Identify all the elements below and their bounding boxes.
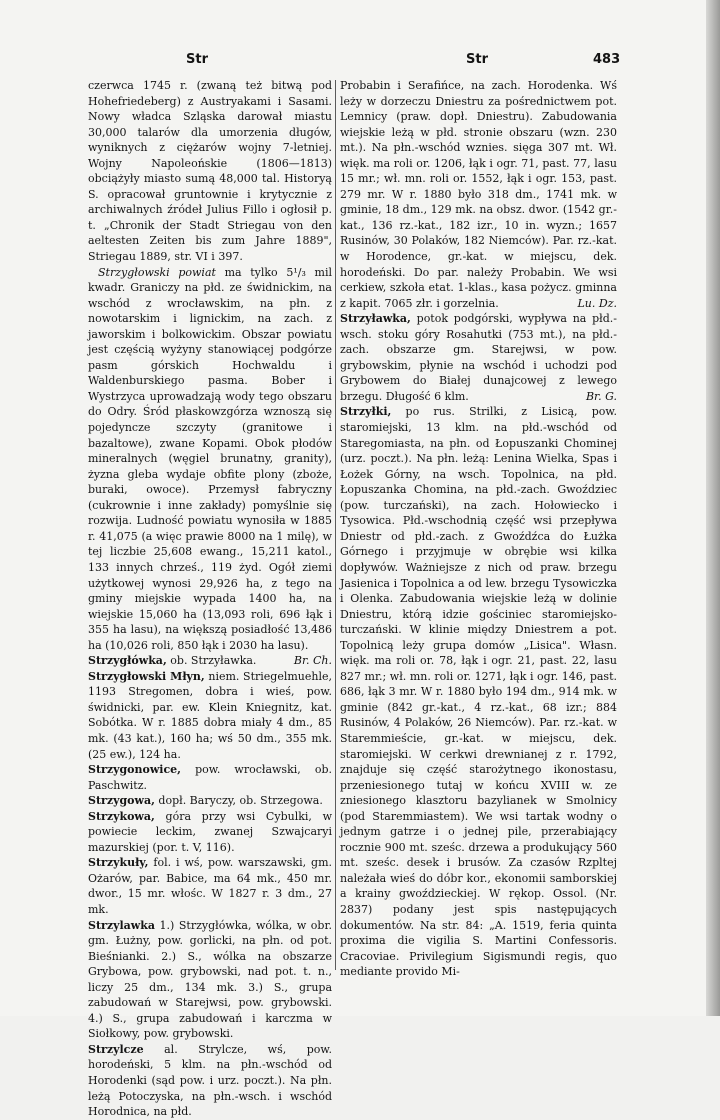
dictionary-entry	[88, 918, 332, 1042]
dictionary-entry	[88, 762, 332, 793]
entry-text: potok podgórski, wypływa na płd.-wsch. stoku góry Rosahutki (753 mt.), na płd.-zach. obszarze gm. Starejwsi, w pow. grybowskim, płynie na wschód i uchodzi pod Grybowem do Białej dunajcowej z lewego brzegu. Długość 6 klm.	[340, 312, 617, 403]
author-signature: Br. Ch.	[293, 654, 332, 668]
dictionary-entry	[88, 855, 332, 917]
entry-headword: Strzygowa,	[88, 794, 155, 808]
left-running-head: Str	[186, 52, 208, 67]
running-header	[0, 52, 720, 74]
entry-text: dopł. Baryczy, ob. Strzegowa.	[154, 794, 323, 808]
dictionary-entry	[88, 809, 332, 856]
entry-text: ob. Strzyławka.	[166, 654, 257, 668]
right-text-column	[340, 78, 617, 978]
right-running-head: Str	[466, 52, 488, 67]
entry-headword: Strzygonowice,	[88, 763, 181, 777]
entry-headword: Strzyłki,	[340, 405, 392, 419]
left-text-column	[88, 78, 332, 1119]
author-signature: Lu. Dz.	[577, 296, 617, 310]
entry-headword: Strzykowa,	[88, 809, 155, 823]
entry-text: ma tylko 5¹/₃ mil kwadr. Graniczy na płd. ze świdnickim, na wschód z wrocławskim, na płn. z nowotarskim i lignickim, na zach. z jaworskim i bolkowickim. Obszar powiatu jest częścią wyżyny stanowiącej podgórze pasm górskich Hochwaldu i Waldenburskiego pasma. Bober i Wystrzyca uprowadzają wody tego obszaru do Odry. Śród płaskowzgórza wznoszą się pojedyncze szczyty (granitowe i bazaltowe), zwane Kopami. Obok płodów mineralnych (węgiel brunatny, granity), żyzna gleba wydaje obfite plony (zboże, buraki, owoce). Przemysł fabryczny (cukrownie i inne zakłady) pomyślnie się rozwija. Ludność powiatu wynosiła w 1885 r. 41,075 (a więc prawie 8000 na 1 milę), w tej liczbie 25,608 ewang., 15,211 katol., 133 innych chrześ., 119 żyd. Ogół ziemi użytkowej wynosi 29,926 ha, z tego na gminy miejskie wypada 1400 ha, na wiejskie 15,060 ha (13,093 roli, 696 łąk i 355 ha lasu), na większą posiadłość 13,486 ha (10,026 roli, 850 łąk i 2030 ha lasu).	[88, 265, 332, 652]
entry-text: fol. i wś, pow. warszawski, gm. Ożarów, par. Babice, ma 64 mk., 450 mr. dwor., 15 mr. włośc. W 1827 r. 3 dm., 27 mk.	[88, 856, 332, 916]
dictionary-entry	[340, 404, 617, 979]
entry-headword: Strzykuły,	[88, 856, 149, 870]
entry-text: góra przy wsi Cybulki, w powiecie leckim, zwanej Szwajcaryi mazurskiej (por. t. V, 116).	[88, 809, 332, 854]
entry-text: po rus. Strilki, z Lisicą, pow. staromiejski, 13 klm. na płd.-wschód od Staregomiasta, na płn. od Łopuszanki Chominej (urz. poczt.). Na płn. leżą: Lenina Wielka, Spas i Łożek Górny, na wsch. Topolnica, na płd. Łopuszanka Chomina, na płd.-zach. Gwoździec (pow. turczański), na zach. Hołowiecko i Tysowica. Płd.-wschodnią część wsi przepływa Dniestr od płd.-zach. z Gwoźdźca do Łużka Górnego i przyjmuje w obrębie wsi kilka dopływów. Ważniejsze z nich od praw. brzegu Jasienica i Topolnica a od lew. brzegu Tysowiczka i Olenka. Zabudowania wiejskie leżą w dolinie Dniestru, którą idzie gościniec staromiejsko-turczański. W klinie między Dniestrem a pot. Topolnicą leży grupa domów „Lisica". Własn. więk. ma roli or. 78, łąk i ogr. 21, past. 22, lasu 827 mr.; wł. mn. roli or. 1271, łąk i ogr. 146, past. 686, łąk 3 mr. W r. 1880 było 194 dm., 914 mk. w gminie (842 gr.-kat., 4 rz.-kat., 68 izr.; 884 Rusinów, 4 Polaków, 26 Niemców). Par. rz.-kat. w Staremmieście, gr.-kat. w miejscu, dek. staromiejski. W cerkwi drewnianej z r. 1792, znajduje się część starożytnego ikonostasu, przeniesionego tutaj w końcu XVIII w. ze zniesionego klasztoru bazylianek w Smolnicy (pod Staremmiastem). We wsi tartak wodny o jednym gatrze i o jednej pile, przerabiający rocznie 900 mt. sześc. drzewa a produkujący 560 mt. sześc. desek i brusów. Za czasów Rzpltej należała wieś do dóbr kor., ekonomii samborskiej a krainy gwoździeckiej. W rękop. Ossol. (Nr. 2837) podany jest spis następujących dokumentów. Na str. 84: „A. 1519, feria quinta proxima die vigilia S. Martini Confessoris. Cracoviae. Privilegium Sigismundi regis, quo mediante provido Mi-	[340, 405, 617, 979]
page-number: 483	[593, 52, 621, 67]
entry-text: niem. Striegelmuehle, 1193 Stregomen, dobra i wieś, pow. świdnicki, par. ew. Klein Kniegnitz, kat. Sobótka. W r. 1885 dobra miały 4 dm., 85 mk. (43 kat.), 160 ha; wś 50 dm., 355 mk. (25 ew.), 124 ha.	[88, 669, 332, 761]
page-edge-shadow	[706, 0, 720, 1016]
dictionary-entry	[340, 78, 617, 311]
dictionary-entry	[88, 793, 332, 809]
entry-headword: Strzyławka,	[340, 312, 411, 326]
entry-headword: Strzylcze	[88, 1042, 144, 1056]
entry-text: 1.) Strzygłówka, wólka, w obr. gm. Łużny, pow. gorlicki, na płn. od pot. Bieśnianki. 2.) S., wólka na obszarze Grybowa, pow. grybowski, nad pot. t. n., liczy 25 dm., 134 mk. 3.) S., grupa zabudowań w Starejwsi, pow. grybowski. 4.) S., grupa zabudowań i karczma w Siołkowy, pow. grybowski.	[88, 918, 332, 1041]
dictionary-entry	[340, 311, 617, 404]
dictionary-entry	[88, 669, 332, 762]
entry-headword: Strzygłówka,	[88, 654, 167, 668]
dictionary-entry	[88, 1042, 332, 1120]
author-signature: Br. G.	[585, 389, 617, 403]
entry-headword: Strzylawka	[88, 918, 155, 932]
entry-text: pow. wrocławski, ob. Paschwitz.	[88, 763, 332, 792]
entry-italic-lead: Strzygłowski powiat	[98, 265, 216, 279]
entry-headword: Strzygłowski Młyn,	[88, 669, 205, 683]
entry-text: czerwca 1745 r. (zwaną też bitwą pod Hohefriedeberg) z Austryakami i Sasami. Nowy władca Szląska darował miastu 30,000 talarów dla umorzenia długów, wyniknych z ciężarów wojny 7-letniej. Wojny Napoleońskie (1806—1813) obciążyły miasto sumą 48,000 tal. Historyą S. opracował gruntownie i krytycznie z archiwalnych źródeł Julius Fillo i ogłosił p. t. „Chronik der Stadt Striegau von den aeltesten Zeiten bis zum Jahre 1889", Striegau 1889, str. VI i 397.	[88, 79, 332, 264]
entry-text: Probabin i Serafińce, na zach. Horodenka. Wś leży w dorzeczu Dniestru za pośrednictwem pot. Lemnicy (praw. dopł. Dniestru). Zabudowania wiejskie leżą w płd. stronie obszaru (wzn. 230 mt.). Na płn.-wschód wznies. sięga 307 mt. Wł. więk. ma roli or. 1206, łąk i ogr. 71, past. 77, lasu 15 mr.; wł. mn. roli or. 1552, łąk i ogr. 153, past. 279 mr. W r. 1880 było 318 dm., 1741 mk. w gminie, 18 dm., 129 mk. na obsz. dwor. (1542 gr.-kat., 136 rz.-kat., 182 izr., 10 in. wyzn.; 1657 Rusinów, 30 Polaków, 182 Niemców). Par. rz.-kat. w Horodence, gr.-kat. w miejscu, dek. horodeński. Do par. należy Probabin. We wsi cerkiew, szkoła etat. 1-klas., kasa pożycz. gminna z kapit. 7065 złr. i gorzelnia.	[340, 79, 617, 310]
entry-text: al. Strylcze, wś, pow. horodeński, 5 klm. na płn.-wschód od Horodenki (sąd pow. i urz. poczt.). Na płn. leżą Potoczyska, na płn.-wsch. i wschód Horodnica, na płd.	[88, 1042, 332, 1119]
dictionary-entry	[88, 78, 332, 265]
column-divider	[335, 80, 336, 970]
